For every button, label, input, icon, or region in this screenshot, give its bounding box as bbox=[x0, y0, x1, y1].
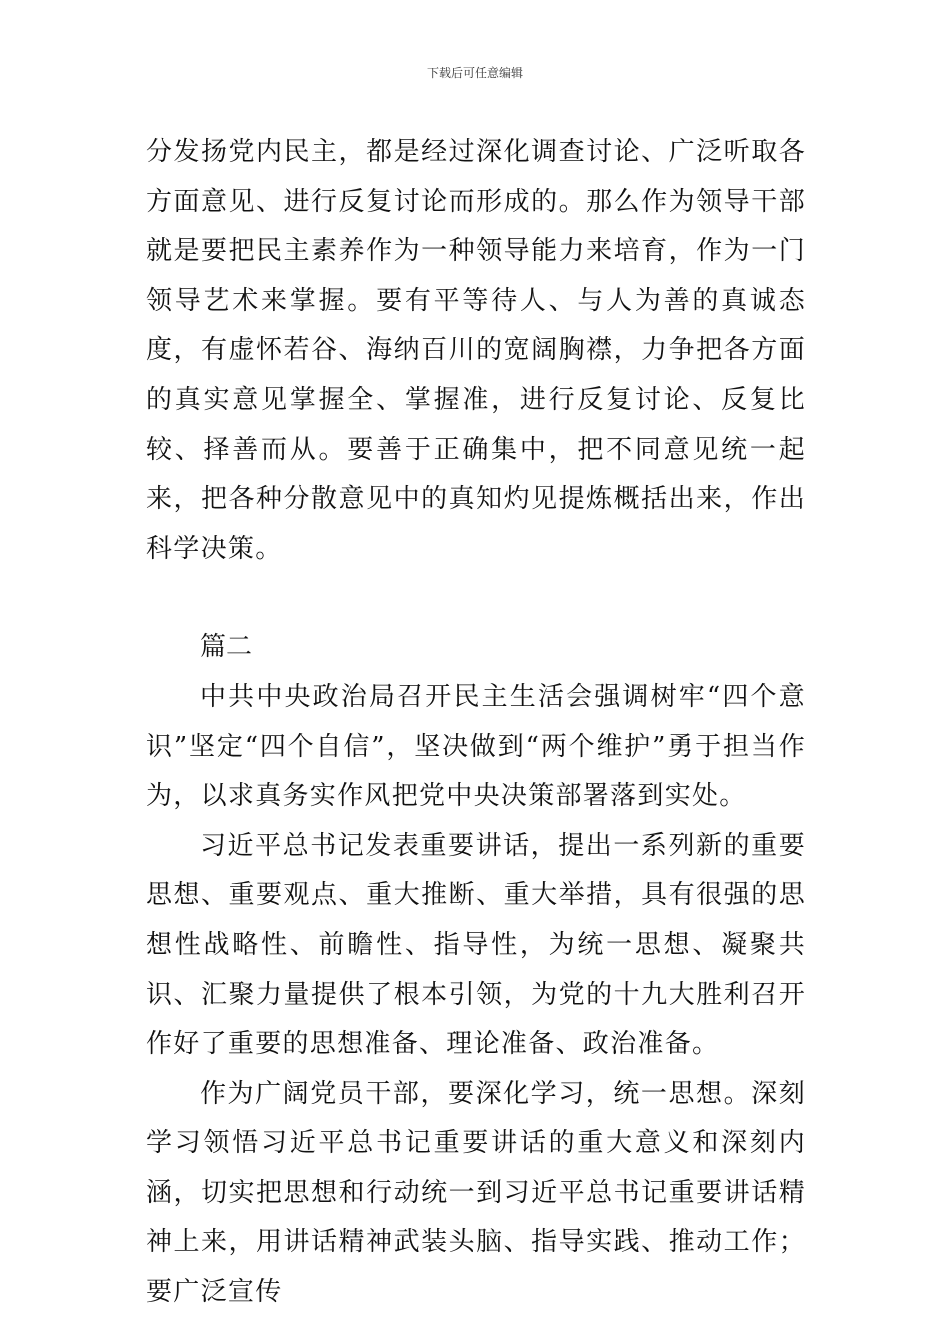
paragraph-1: 中共中央政治局召开民主生活会强调树牢“四个意识”坚定“四个自信”，坚决做到“两个维护”勇于担当作为，以求真务实作风把党中央决策部署落到实处。 bbox=[146, 681, 806, 812]
continued-paragraph: 分发扬党内民主，都是经过深化调查讨论、广泛听取各方面意见、进行反复讨论而形成的。那么作为领导干部就是要把民主素养作为一种领导能力来培育，作为一门领导艺术来掌握。要有平等待人、与人为善的真诚态度，有虚怀若谷、海纳百川的宽阔胸襟，力争把各方面的真实意见掌握全、掌握准，进行反复讨论、反复比较、择善而从。要善于正确集中，把不同意见统一起来，把各种分散意见中的真知灼见提炼概括出来，作出科学决策。 bbox=[146, 137, 806, 564]
section-spacer bbox=[146, 574, 806, 623]
paragraph-3: 作为广阔党员干部，要深化学习，统一思想。深刻学习领悟习近平总书记重要讲话的重大意义和深刻内涵，切实把思想和行动统一到习近平总书记重要讲话精神上来，用讲话精神武装头脑、指导实践、推动工作；要广泛宣传 bbox=[146, 1078, 806, 1308]
document-body bbox=[146, 128, 806, 1318]
section-heading: 篇二 bbox=[200, 632, 253, 663]
paragraph-2: 习近平总书记发表重要讲话，提出一系列新的重要思想、重要观点、重大推断、重大举措，具有很强的思想性战略性、前瞻性、指导性，为统一思想、凝聚共识、汇聚力量提供了根本引领，为党的十九大胜利召开作好了重要的思想准备、理论准备、政治准备。 bbox=[146, 830, 806, 1060]
page-header: 下载后可任意编辑 bbox=[426, 66, 523, 80]
